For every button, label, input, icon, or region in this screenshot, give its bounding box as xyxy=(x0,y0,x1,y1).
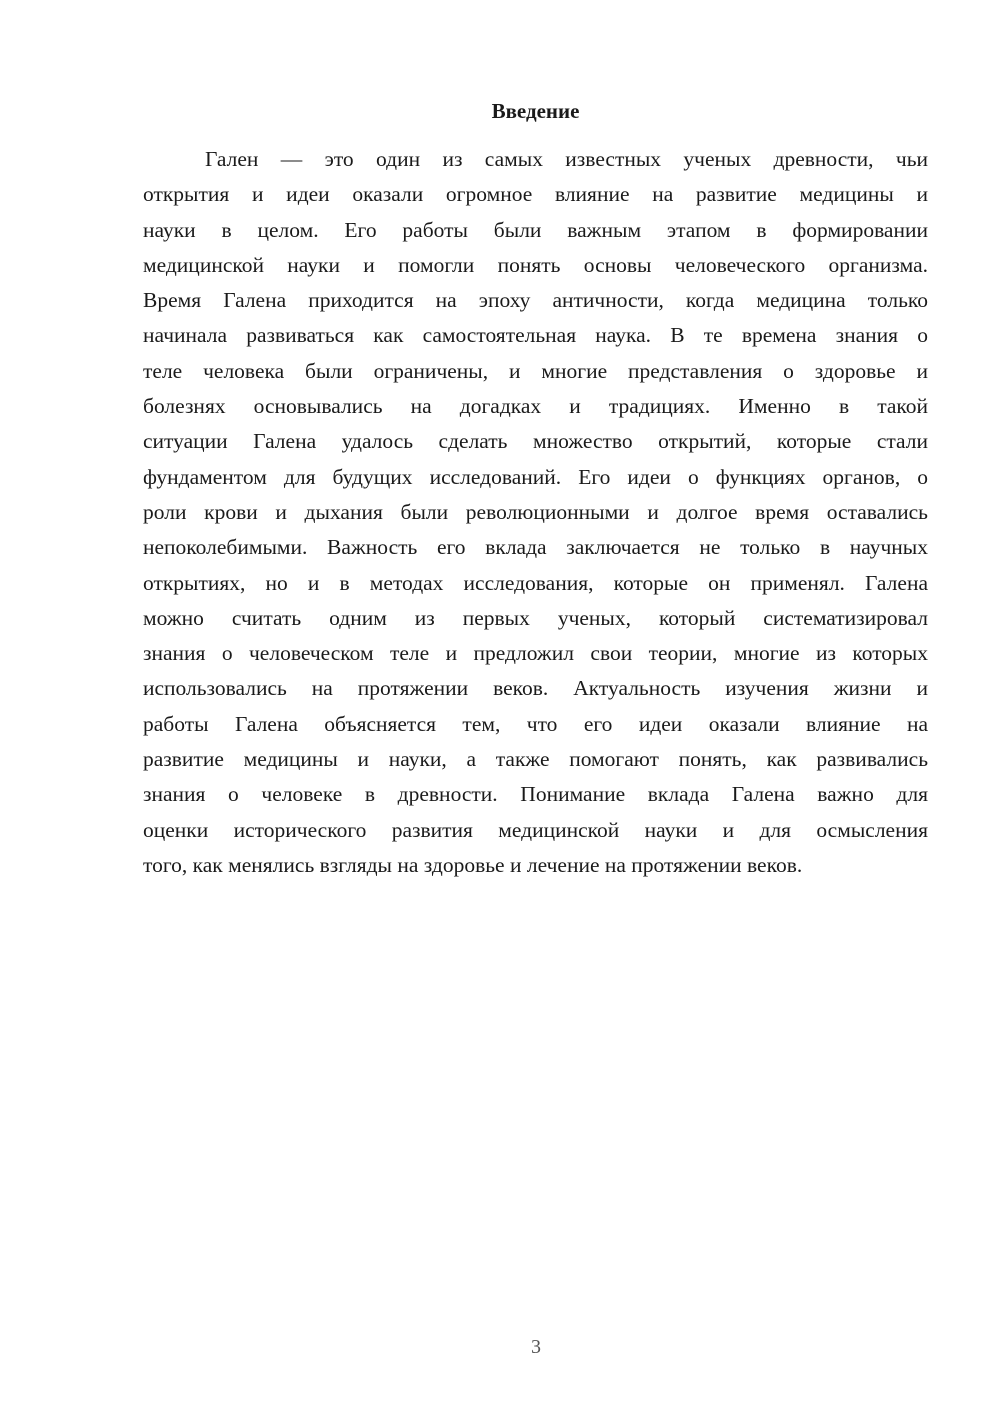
paragraph-line: развитие медицины и науки, а также помогают понять, как развивались xyxy=(143,747,928,772)
paragraph-line: знания о человеке в древности. Понимание вклада Галена важно для xyxy=(143,782,928,807)
paragraph-line: непоколебимыми. Важность его вклада заключается не только в научных xyxy=(143,535,928,560)
paragraph-line: работы Галена объясняется тем, что его идеи оказали влияние на xyxy=(143,711,928,736)
paragraph-line: болезнях основывались на догадках и традициях. Именно в такой xyxy=(143,394,928,419)
paragraph-line: начинала развиваться как самостоятельная наука. В те времена знания о xyxy=(143,323,928,348)
paragraph-line: роли крови и дыхания были революционными и долгое время оставались xyxy=(143,499,928,524)
paragraph-line: медицинской науки и помогли понять основы человеческого организма. xyxy=(143,252,928,277)
paragraph-line: открытия и идеи оказали огромное влияние на развитие медицины и xyxy=(143,182,928,207)
section-title: Введение xyxy=(491,99,580,123)
page-number: 3 xyxy=(531,1336,541,1358)
paragraph-line: науки в целом. Его работы были важным этапом в формировании xyxy=(143,217,928,242)
paragraph-line: Гален — это один из самых известных ученых древности, чьи xyxy=(205,147,928,171)
paragraph-line: фундаментом для будущих исследований. Его идеи о функциях органов, о xyxy=(143,464,928,489)
paragraph-line: ситуации Галена удалось сделать множество открытий, которые стали xyxy=(143,429,928,454)
paragraph-line: того, как менялись взгляды на здоровье и лечение на протяжении веков. xyxy=(143,852,803,877)
paragraph-line: оценки исторического развития медицинской науки и для осмысления xyxy=(143,817,928,842)
paragraph-line: теле человека были ограничены, и многие представления о здоровье и xyxy=(143,358,928,383)
body-paragraph xyxy=(143,142,928,883)
paragraph-line: можно считать одним из первых ученых, который систематизировал xyxy=(143,605,928,630)
paragraph-line: использовались на протяжении веков. Актуальность изучения жизни и xyxy=(143,676,928,701)
paragraph-line: Время Галена приходится на эпоху античности, когда медицина только xyxy=(143,288,928,313)
paragraph-line: знания о человеческом теле и предложил свои теории, многие из которых xyxy=(143,641,928,666)
paragraph-line: открытиях, но и в методах исследования, которые он применял. Галена xyxy=(143,570,928,595)
